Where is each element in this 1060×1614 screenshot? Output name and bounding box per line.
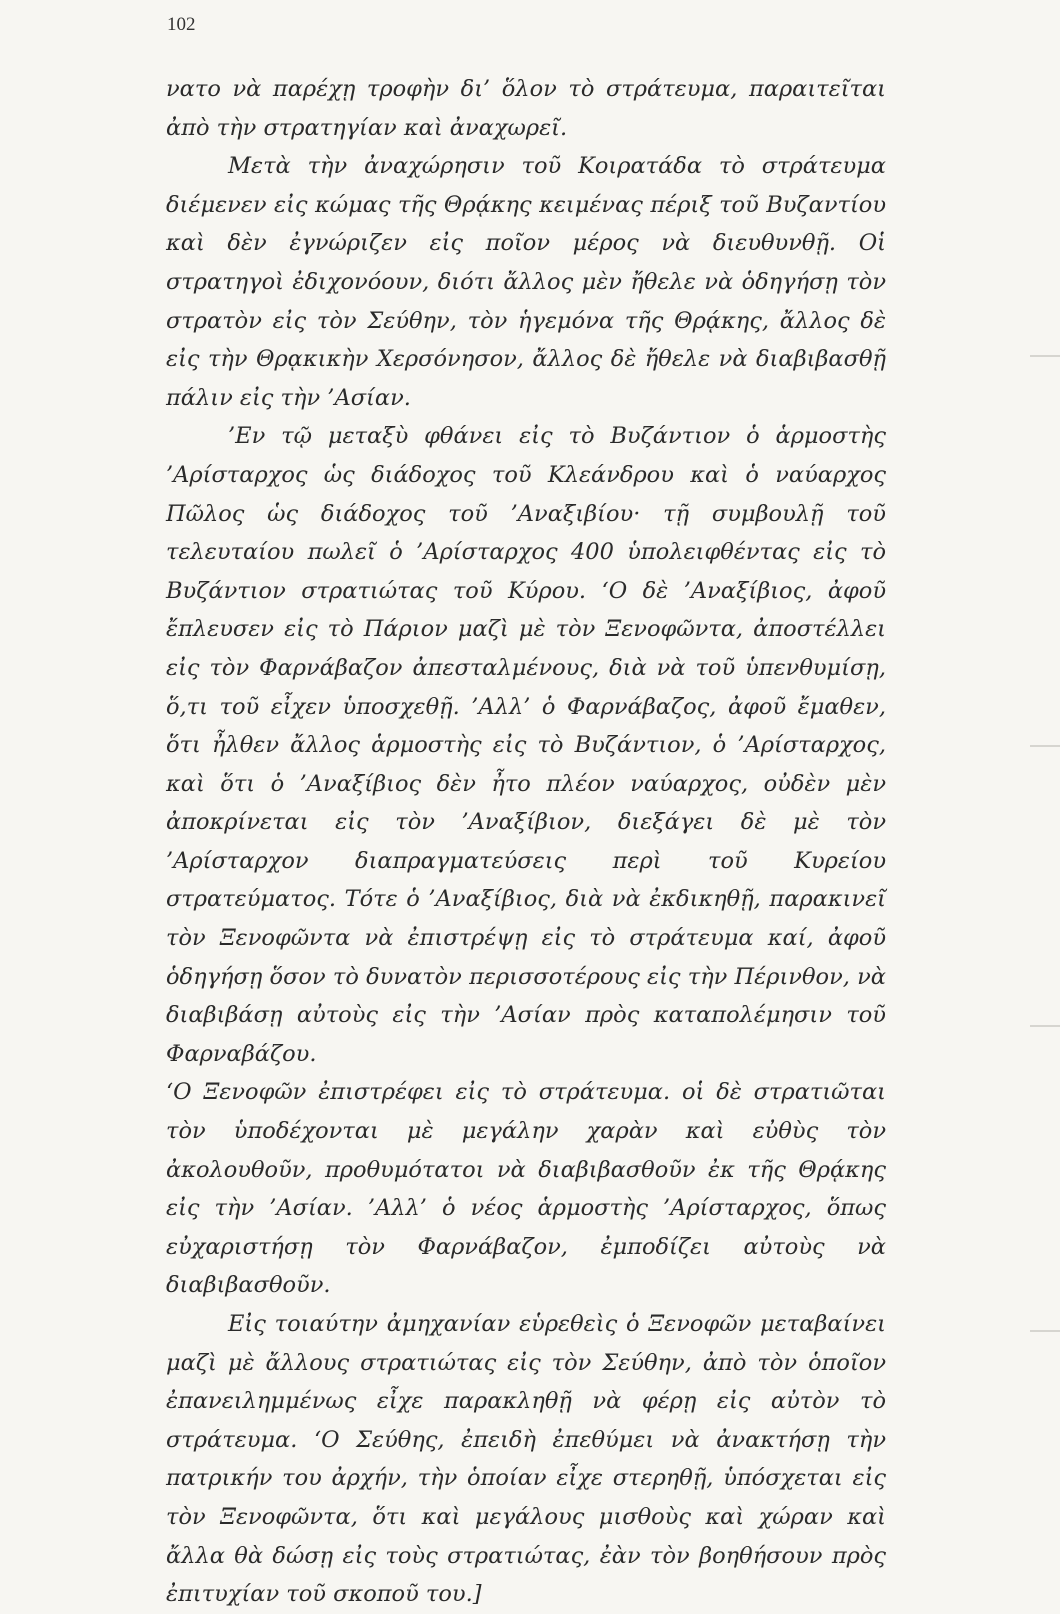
- show-through-mark: [1030, 745, 1060, 747]
- paragraph: νατο νὰ παρέχῃ τροφὴν δι’ ὅλον τὸ στράτευμα, παραιτεῖται ἀπὸ τὴν στρατηγίαν καὶ ἀναχωρεῖ.: [166, 76, 886, 141]
- page-number: 102: [167, 14, 196, 35]
- body-text: [166, 70, 886, 1614]
- show-through-mark: [1030, 1025, 1060, 1027]
- show-through-mark: [1030, 1330, 1060, 1332]
- paragraph: ’Εν τῷ μεταξὺ φθάνει εἰς τὸ Βυζάντιον ὁ ἁρμοστὴς ’Αρίσταρχος ὡς διάδοχος τοῦ Κλεάνδρου καὶ ὁ ναύαρχος Πῶλος ὡς διάδοχος τοῦ ’Αναξιβίου· τῇ συμβουλῇ τοῦ τελευταίου πωλεῖ ὁ ’Αρίσταρχος 400 ὑπολειφθέντας εἰς τὸ Βυζάντιον στρατιώτας τοῦ Κύρου. ‘Ο δὲ ’Αναξίβιος, ἀφοῦ ἔπλευσεν εἰς τὸ Πάριον μαζὶ μὲ τὸν Ξενοφῶντα, ἀποστέλλει εἰς τὸν Φαρνάβαζον ἀπεσταλμένους, διὰ νὰ τοῦ ὑπενθυμίσῃ, ὅ,τι τοῦ εἶχεν ὑποσχεθῇ. ’Αλλ’ ὁ Φαρνάβαζος, ἀφοῦ ἔμαθεν, ὅτι ἦλθεν ἄλλος ἁρμοστὴς εἰς τὸ Βυζάντιον, ὁ ’Αρίσταρχος, καὶ ὅτι ὁ ’Αναξίβιος δὲν ἦτο πλέον ναύαρχος, οὐδὲν μὲν ἀποκρίνεται εἰς τὸν ’Αναξίβιον, διεξάγει δὲ μὲ τὸν ’Αρίσταρχον διαπραγματεύσεις περὶ τοῦ Κυρείου στρατεύματος. Τότε ὁ ’Αναξίβιος, διὰ νὰ ἐκδικηθῇ, παρακινεῖ τὸν Ξενοφῶντα νὰ ἐπιστρέψῃ εἰς τὸ στράτευμα καί, ἀφοῦ ὁδηγήσῃ ὅσον τὸ δυνατὸν περισσοτέρους εἰς τὴν Πέρινθον, νὰ διαβιβάσῃ αὐτοὺς εἰς τὴν ’Ασίαν πρὸς καταπολέμησιν τοῦ Φαρναβάζου.: [166, 423, 886, 1067]
- paragraph: Εἰς τοιαύτην ἀμηχανίαν εὑρεθεὶς ὁ Ξενοφῶν μεταβαίνει μαζὶ μὲ ἄλλους στρατιώτας εἰς τὸν Σεύθην, ἀπὸ τὸν ὁποῖον ἐπανειλημμένως εἶχε παρακληθῇ νὰ φέρῃ εἰς αὐτὸν τὸ στράτευμα. ‘Ο Σεύθης, ἐπειδὴ ἐπεθύμει νὰ ἀνακτήσῃ τὴν πατρικήν του ἀρχήν, τὴν ὁποίαν εἶχε στερηθῇ, ὑπόσχεται εἰς τὸν Ξενοφῶντα, ὅτι καὶ μεγάλους μισθοὺς καὶ χώραν καὶ ἄλλα θὰ δώσῃ εἰς τοὺς στρατιώτας, ἐὰν τὸν βοηθήσουν πρὸς ἐπιτυχίαν τοῦ σκοποῦ του.]: [166, 1311, 886, 1608]
- paragraph: Μετὰ τὴν ἀναχώρησιν τοῦ Κοιρατάδα τὸ στράτευμα διέμενεν εἰς κώμας τῆς Θρᾴκης κειμένας πέριξ τοῦ Βυζαντίου καὶ δὲν ἐγνώριζεν εἰς ποῖον μέρος νὰ διευθυνθῇ. Οἱ στρατηγοὶ ἐδιχονόουν, διότι ἄλλος μὲν ἤθελε νὰ ὁδηγήσῃ τὸν στρατὸν εἰς τὸν Σεύθην, τὸν ἡγεμόνα τῆς Θρᾴκης, ἄλλος δὲ εἰς τὴν Θρᾳκικὴν Χερσόνησον, ἄλλος δὲ ἤθελε νὰ διαβιβασθῇ πάλιν εἰς τὴν ’Ασίαν.: [166, 153, 886, 411]
- paragraph: ‘Ο Ξενοφῶν ἐπιστρέφει εἰς τὸ στράτευμα. οἱ δὲ στρατιῶται τὸν ὑποδέχονται μὲ μεγάλην χαρὰν καὶ εὐθὺς τὸν ἀκολουθοῦν, προθυμότατοι νὰ διαβιβασθοῦν ἐκ τῆς Θρᾴκης εἰς τὴν ’Ασίαν. ’Αλλ’ ὁ νέος ἁρμοστὴς ’Αρίσταρχος, ὅπως εὐχαριστήσῃ τὸν Φαρνάβαζον, ἐμποδίζει αὐτοὺς νὰ διαβιβασθοῦν.: [166, 1079, 886, 1299]
- show-through-mark: [1030, 355, 1060, 357]
